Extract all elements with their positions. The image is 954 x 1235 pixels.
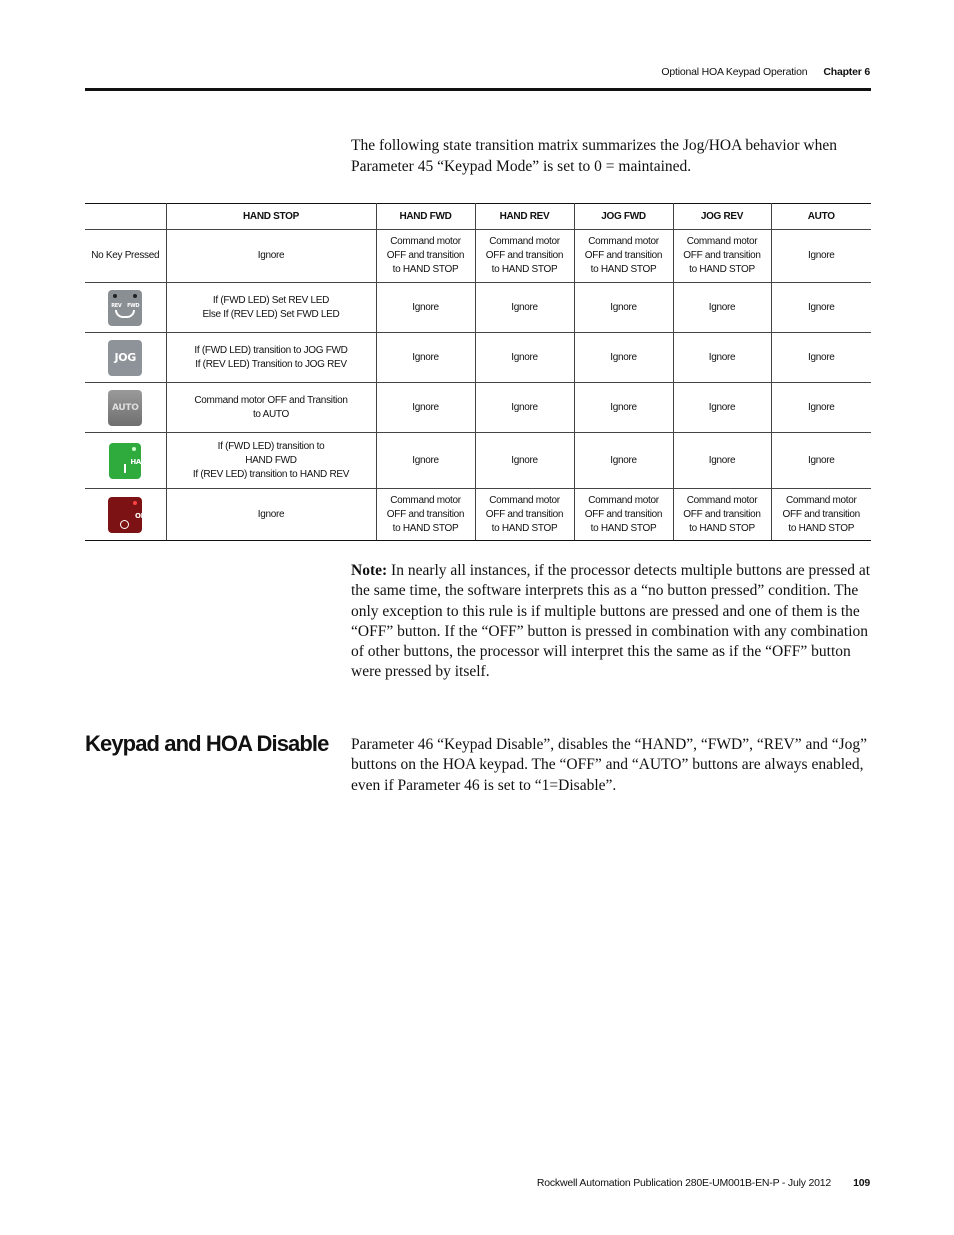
table-cell: Ignore [376, 333, 475, 383]
table-cell: Ignore [574, 383, 673, 433]
table-cell: Ignore [166, 489, 376, 541]
table-row [85, 489, 871, 541]
table-row [85, 283, 871, 333]
table-cell: Ignore [771, 383, 871, 433]
row-key-cell [85, 383, 166, 433]
section-heading: Keypad and HOA Disable [85, 731, 329, 756]
table-cell: Ignore [475, 333, 574, 383]
table-row [85, 383, 871, 433]
footer-publication: Rockwell Automation Publication 280E-UM001B-EN-P - July 2012 [536, 1177, 832, 1189]
table-cell: Command motor OFF and Transition to AUTO [166, 383, 376, 433]
table-row [85, 333, 871, 383]
table-cell: Ignore [771, 283, 871, 333]
table-cell: Command motor OFF and transition to HAND STOP [771, 489, 871, 541]
table-cell: Ignore [673, 333, 771, 383]
table-cell: Command motor OFF and transition to HAND STOP [376, 230, 475, 283]
table-cell: Ignore [376, 283, 475, 333]
table-cell: Command motor OFF and transition to HAND STOP [475, 489, 574, 541]
table-cell: Ignore [673, 433, 771, 489]
table-cell: Ignore [475, 383, 574, 433]
table-cell: Ignore [771, 230, 871, 283]
table-header-row [85, 204, 871, 230]
intro-paragraph: The following state transition matrix summarizes the Jog/HOA behavior when Parameter 45 “Keypad Mode” is set to 0 = maintained. [351, 137, 837, 175]
table-cell: Command motor OFF and transition to HAND STOP [574, 489, 673, 541]
col-header-jog-fwd: JOG FWD [574, 204, 673, 230]
col-header-key [85, 204, 166, 230]
row-key-cell [85, 489, 166, 541]
table-cell: Ignore [376, 383, 475, 433]
off-key-icon: OFF [108, 497, 142, 533]
table-cell: Command motor OFF and transition to HAND STOP [673, 230, 771, 283]
page-number: 109 [853, 1177, 870, 1189]
jog-key-icon: JOG [108, 340, 142, 376]
running-header [661, 66, 870, 78]
row-key-cell [85, 433, 166, 489]
table-cell: Ignore [673, 283, 771, 333]
col-header-hand-rev: HAND REV [475, 204, 574, 230]
col-header-hand-fwd: HAND FWD [376, 204, 475, 230]
table-cell: Ignore [475, 433, 574, 489]
table-cell: Ignore [574, 433, 673, 489]
table-cell: Command motor OFF and transition to HAND STOP [574, 230, 673, 283]
hand-key-icon: HAND [109, 443, 141, 479]
header-chapter: Chapter 6 [823, 66, 870, 78]
table-row [85, 230, 871, 283]
note-text: In nearly all instances, if the processor detects multiple buttons are pressed at the same time, the software interprets this as a “no button pressed” condition. The only exception to this rule is if multiple buttons are pressed and one of them is the “OFF” button. If the “OFF” button is pressed in combination with any combination of other buttons, the processor will interpret this the same as if the “OFF” button were pressed by itself. [351, 562, 871, 681]
row-key-cell [85, 333, 166, 383]
header-rule [85, 88, 871, 91]
col-header-auto: AUTO [771, 204, 871, 230]
table-cell: Ignore [475, 283, 574, 333]
state-transition-table [85, 203, 871, 541]
table-cell: Command motor OFF and transition to HAND STOP [376, 489, 475, 541]
table-cell: Ignore [673, 383, 771, 433]
table-cell: If (FWD LED) transition to HAND FWD If (REV LED) transition to HAND REV [166, 433, 376, 489]
rev-fwd-key-icon: REV FWD [108, 290, 142, 326]
table-cell: Ignore [376, 433, 475, 489]
col-header-jog-rev: JOG REV [673, 204, 771, 230]
table-cell: Command motor OFF and transition to HAND STOP [673, 489, 771, 541]
header-section: Optional HOA Keypad Operation [661, 66, 808, 78]
table-row [85, 433, 871, 489]
auto-key-icon: AUTO [108, 390, 142, 426]
section-paragraph: Parameter 46 “Keypad Disable”, disables the “HAND”, “FWD”, “REV” and “Jog” buttons on the HOA keypad. The “OFF” and “AUTO” buttons are always enabled, even if Parameter 46 is set to “1=Disable”. [351, 736, 868, 794]
table-cell: If (FWD LED) transition to JOG FWD If (REV LED) Transition to JOG REV [166, 333, 376, 383]
table-cell: If (FWD LED) Set REV LED Else If (REV LED) Set FWD LED [166, 283, 376, 333]
table-cell: Ignore [771, 333, 871, 383]
note-label: Note: [351, 562, 388, 579]
table-cell: Command motor OFF and transition to HAND STOP [475, 230, 574, 283]
col-header-hand-stop: HAND STOP [166, 204, 376, 230]
note-paragraph [351, 561, 873, 683]
table-cell: Ignore [574, 283, 673, 333]
table-cell: Ignore [166, 230, 376, 283]
table-cell: Ignore [574, 333, 673, 383]
row-key-cell [85, 283, 166, 333]
running-footer [537, 1177, 870, 1189]
row-key-label: No Key Pressed [85, 230, 166, 283]
table-cell: Ignore [771, 433, 871, 489]
